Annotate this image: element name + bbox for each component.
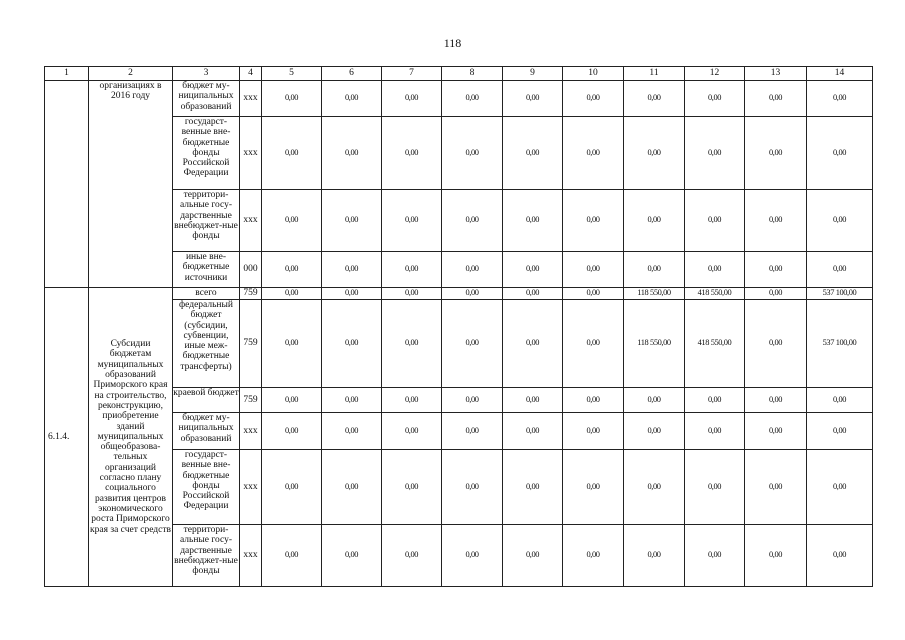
column-header-9: 9 [503, 67, 563, 81]
amount-cell-col-12: 0,00 [685, 81, 745, 117]
funding-source: федеральный бюджет (субсидии, субвенции, иные меж-бюджетные трансферты) [173, 300, 240, 388]
amount-cell-col-14: 0,00 [807, 81, 873, 117]
column-header-14: 14 [807, 67, 873, 81]
budget-code: 759 [240, 300, 262, 388]
funding-source: иные вне-бюджетные источники [173, 252, 240, 288]
amount-cell-col-13: 0,00 [745, 288, 807, 300]
amount-cell-col-9: 0,00 [503, 117, 563, 190]
amount-cell-col-9: 0,00 [503, 388, 563, 413]
amount-cell-col-8: 0,00 [442, 413, 503, 450]
amount-cell-col-7: 0,00 [382, 288, 442, 300]
amount-cell-col-7: 0,00 [382, 525, 442, 587]
amount-cell-col-11: 0,00 [624, 525, 685, 587]
amount-cell-col-13: 0,00 [745, 81, 807, 117]
amount-cell-col-13: 0,00 [745, 450, 807, 525]
column-header-4: 4 [240, 67, 262, 81]
column-header-13: 13 [745, 67, 807, 81]
budget-code: ххх [240, 190, 262, 252]
budget-code: ххх [240, 525, 262, 587]
amount-cell-col-11: 0,00 [624, 413, 685, 450]
column-header-2: 2 [89, 67, 173, 81]
amount-cell-col-8: 0,00 [442, 252, 503, 288]
amount-cell-col-10: 0,00 [563, 413, 624, 450]
amount-cell-col-5: 0,00 [262, 190, 322, 252]
amount-cell-col-5: 0,00 [262, 252, 322, 288]
amount-cell-col-9: 0,00 [503, 81, 563, 117]
budget-code: ххх [240, 81, 262, 117]
amount-cell-col-6: 0,00 [322, 117, 382, 190]
funding-source: государст-венные вне-бюджетные фонды Российской Федерации [173, 117, 240, 190]
funding-source: краевой бюджет [173, 388, 240, 413]
item-name: Субсидии бюджетам муниципальных образований Приморского края на строительство, реконструкцию, приобретение зданий муниципальных общеобразова-тельных организаций согласно плану социального развития центров экономического роста Приморского края за счет средств [89, 288, 173, 587]
amount-cell-col-7: 0,00 [382, 117, 442, 190]
amount-cell-col-10: 0,00 [563, 450, 624, 525]
amount-cell-col-6: 0,00 [322, 81, 382, 117]
budget-code: 759 [240, 388, 262, 413]
table-row [45, 81, 873, 117]
amount-cell-col-8: 0,00 [442, 388, 503, 413]
budget-code: ххх [240, 413, 262, 450]
amount-cell-col-8: 0,00 [442, 450, 503, 525]
amount-cell-col-5: 0,00 [262, 525, 322, 587]
amount-cell-col-14: 537 100,00 [807, 300, 873, 388]
amount-cell-col-10: 0,00 [563, 300, 624, 388]
column-header-6: 6 [322, 67, 382, 81]
amount-cell-col-9: 0,00 [503, 300, 563, 388]
amount-cell-col-12: 0,00 [685, 413, 745, 450]
amount-cell-col-8: 0,00 [442, 288, 503, 300]
amount-cell-col-10: 0,00 [563, 117, 624, 190]
amount-cell-col-8: 0,00 [442, 300, 503, 388]
amount-cell-col-12: 0,00 [685, 190, 745, 252]
amount-cell-col-12: 0,00 [685, 252, 745, 288]
amount-cell-col-10: 0,00 [563, 190, 624, 252]
amount-cell-col-5: 0,00 [262, 300, 322, 388]
funding-source: территори-альные госу-дарственные внебюджет-ные фонды [173, 190, 240, 252]
amount-cell-col-7: 0,00 [382, 190, 442, 252]
amount-cell-col-13: 0,00 [745, 300, 807, 388]
amount-cell-col-5: 0,00 [262, 450, 322, 525]
amount-cell-col-11: 118 550,00 [624, 288, 685, 300]
amount-cell-col-6: 0,00 [322, 252, 382, 288]
amount-cell-col-12: 0,00 [685, 388, 745, 413]
budget-code: ххх [240, 117, 262, 190]
column-header-5: 5 [262, 67, 322, 81]
amount-cell-col-9: 0,00 [503, 252, 563, 288]
amount-cell-col-11: 0,00 [624, 388, 685, 413]
amount-cell-col-8: 0,00 [442, 525, 503, 587]
amount-cell-col-7: 0,00 [382, 300, 442, 388]
amount-cell-col-13: 0,00 [745, 413, 807, 450]
column-header-8: 8 [442, 67, 503, 81]
amount-cell-col-6: 0,00 [322, 300, 382, 388]
column-header-3: 3 [173, 67, 240, 81]
amount-cell-col-12: 0,00 [685, 117, 745, 190]
amount-cell-col-8: 0,00 [442, 190, 503, 252]
amount-cell-col-5: 0,00 [262, 117, 322, 190]
amount-cell-col-13: 0,00 [745, 252, 807, 288]
item-index [45, 81, 89, 288]
amount-cell-col-6: 0,00 [322, 450, 382, 525]
amount-cell-col-10: 0,00 [563, 81, 624, 117]
amount-cell-col-13: 0,00 [745, 525, 807, 587]
budget-code: ххх [240, 450, 262, 525]
amount-cell-col-12: 418 550,00 [685, 300, 745, 388]
amount-cell-col-11: 0,00 [624, 450, 685, 525]
funding-source: территори-альные госу-дарственные внебюджет-ные фонды [173, 525, 240, 587]
funding-source: бюджет му-ниципальных образований [173, 81, 240, 117]
amount-cell-col-6: 0,00 [322, 388, 382, 413]
funding-source: всего [173, 288, 240, 300]
amount-cell-col-12: 0,00 [685, 525, 745, 587]
funding-source: государст-венные вне-бюджетные фонды Российской Федерации [173, 450, 240, 525]
amount-cell-col-6: 0,00 [322, 525, 382, 587]
column-number-row [45, 67, 873, 81]
amount-cell-col-5: 0,00 [262, 413, 322, 450]
amount-cell-col-13: 0,00 [745, 117, 807, 190]
amount-cell-col-12: 418 550,00 [685, 288, 745, 300]
amount-cell-col-10: 0,00 [563, 525, 624, 587]
amount-cell-col-11: 118 550,00 [624, 300, 685, 388]
amount-cell-col-11: 0,00 [624, 190, 685, 252]
amount-cell-col-14: 0,00 [807, 190, 873, 252]
column-header-7: 7 [382, 67, 442, 81]
column-header-10: 10 [563, 67, 624, 81]
amount-cell-col-11: 0,00 [624, 117, 685, 190]
amount-cell-col-7: 0,00 [382, 252, 442, 288]
column-header-1: 1 [45, 67, 89, 81]
table-row [45, 288, 873, 300]
amount-cell-col-12: 0,00 [685, 450, 745, 525]
amount-cell-col-6: 0,00 [322, 413, 382, 450]
amount-cell-col-13: 0,00 [745, 388, 807, 413]
amount-cell-col-10: 0,00 [563, 252, 624, 288]
amount-cell-col-14: 0,00 [807, 450, 873, 525]
amount-cell-col-10: 0,00 [563, 288, 624, 300]
amount-cell-col-14: 0,00 [807, 252, 873, 288]
amount-cell-col-7: 0,00 [382, 450, 442, 525]
amount-cell-col-11: 0,00 [624, 81, 685, 117]
amount-cell-col-9: 0,00 [503, 288, 563, 300]
column-header-12: 12 [685, 67, 745, 81]
amount-cell-col-6: 0,00 [322, 190, 382, 252]
amount-cell-col-11: 0,00 [624, 252, 685, 288]
column-header-11: 11 [624, 67, 685, 81]
amount-cell-col-5: 0,00 [262, 388, 322, 413]
amount-cell-col-7: 0,00 [382, 413, 442, 450]
page-number: 118 [443, 36, 462, 50]
amount-cell-col-7: 0,00 [382, 81, 442, 117]
amount-cell-col-14: 537 100,00 [807, 288, 873, 300]
amount-cell-col-8: 0,00 [442, 117, 503, 190]
amount-cell-col-14: 0,00 [807, 525, 873, 587]
budget-table [44, 66, 873, 587]
amount-cell-col-14: 0,00 [807, 413, 873, 450]
amount-cell-col-9: 0,00 [503, 190, 563, 252]
amount-cell-col-6: 0,00 [322, 288, 382, 300]
item-name: организациях в 2016 году [89, 81, 173, 288]
amount-cell-col-9: 0,00 [503, 413, 563, 450]
item-index: 6.1.4. [45, 288, 89, 587]
amount-cell-col-14: 0,00 [807, 117, 873, 190]
amount-cell-col-5: 0,00 [262, 288, 322, 300]
amount-cell-col-9: 0,00 [503, 525, 563, 587]
budget-code: 000 [240, 252, 262, 288]
amount-cell-col-7: 0,00 [382, 388, 442, 413]
amount-cell-col-5: 0,00 [262, 81, 322, 117]
amount-cell-col-9: 0,00 [503, 450, 563, 525]
budget-code: 759 [240, 288, 262, 300]
amount-cell-col-10: 0,00 [563, 388, 624, 413]
amount-cell-col-14: 0,00 [807, 388, 873, 413]
funding-source: бюджет му-ниципальных образований [173, 413, 240, 450]
amount-cell-col-8: 0,00 [442, 81, 503, 117]
amount-cell-col-13: 0,00 [745, 190, 807, 252]
